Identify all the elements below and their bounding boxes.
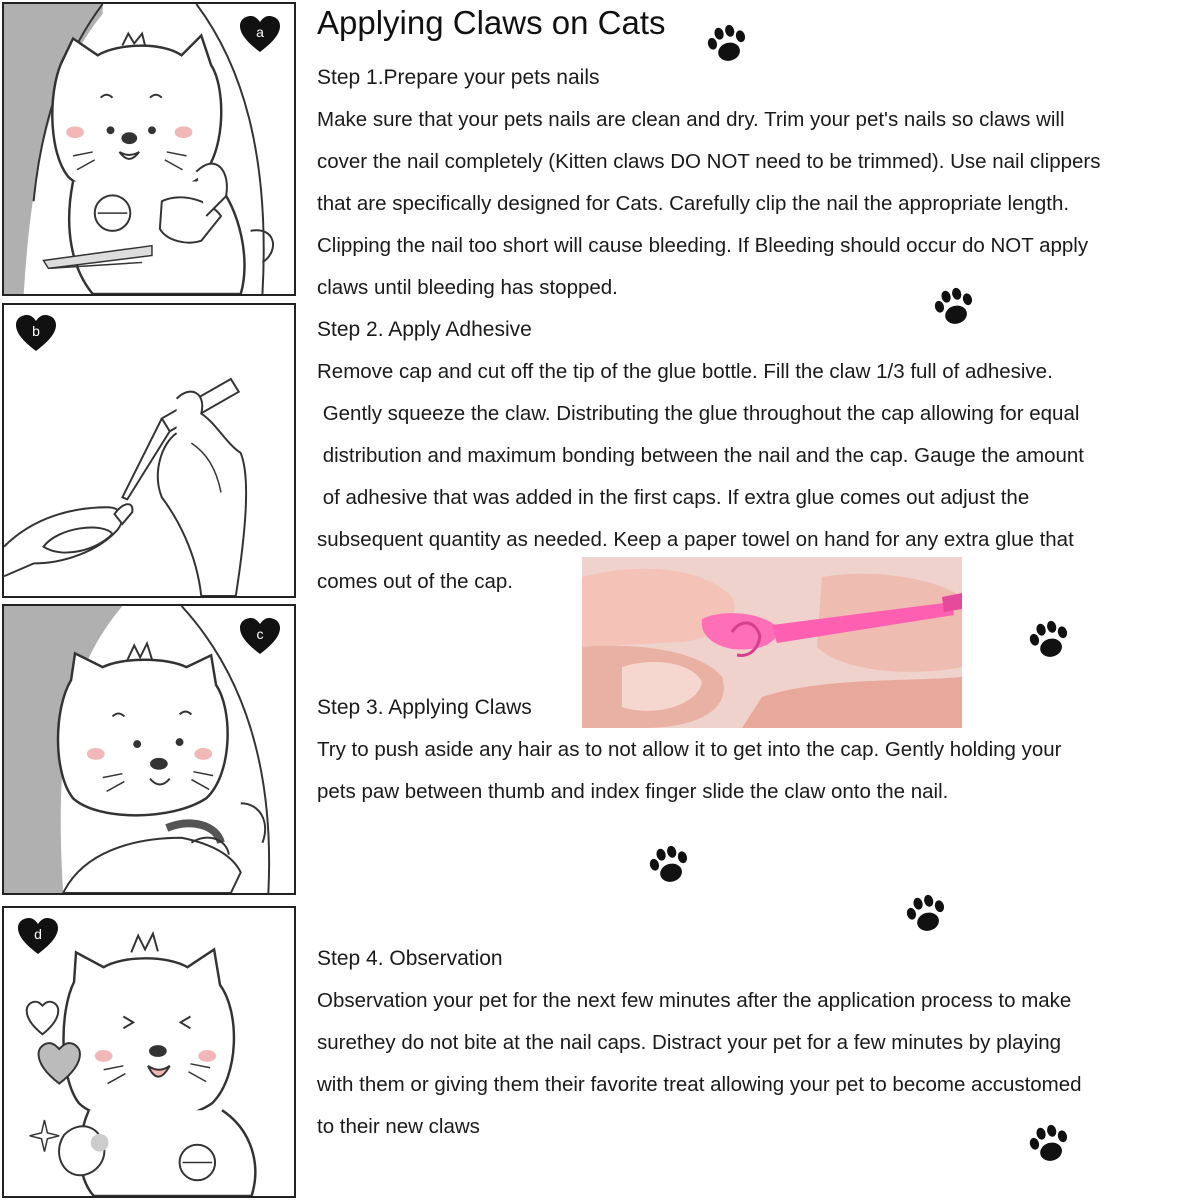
badge-b [16,315,56,353]
step3-line: Try to push aside any hair as to not allow it to get into the cap. Gently holding your [317,738,1062,761]
step4-heading: Step 4. Observation [317,947,503,970]
illustration-panel-d [2,906,296,1198]
illustration-panel-b [2,303,296,598]
paw-print-icon [930,283,978,331]
paw-print-icon [902,890,950,938]
step2-line: comes out of the cap. [317,570,514,593]
step4-line: with them or giving them their favorite treat allowing your pet to become accustomed [317,1073,1082,1096]
step2-line: of adhesive that was added in the first caps. If extra glue comes out adjust the [317,486,1030,509]
step3-line: pets paw between thumb and index finger slide the claw onto the nail. [317,780,949,803]
fingers-holding-pink-claw-image [582,557,962,728]
illustration-panel-c [2,604,296,895]
step1-heading: Step 1.Prepare your pets nails [317,66,600,89]
illustration-panel-a [2,2,296,296]
paw-print-icon [1025,1120,1073,1168]
step2-line: Gently squeeze the claw. Distributing the glue throughout the cap allowing for equal [317,402,1080,425]
step1-line: Clipping the nail too short will cause bleeding. If Bleeding should occur do NOT apply [317,234,1089,257]
step1-line: cover the nail completely (Kitten claws DO NOT need to be trimmed). Use nail clippers [317,150,1101,173]
badge-letter: d [34,926,42,942]
page-title: Applying Claws on Cats [317,4,666,41]
step2-line: subsequent quantity as needed. Keep a paper towel on hand for any extra glue that [317,528,1074,551]
claw-cap-photo [582,557,962,728]
badge-d [18,918,58,956]
badge-c [240,618,280,656]
paw-print-icon [645,841,693,889]
step3-heading: Step 3. Applying Claws [317,696,532,719]
step1-line: Make sure that your pets nails are clean and dry. Trim your pet's nails so claws will [317,108,1065,131]
step1-line: that are specifically designed for Cats. Carefully clip the nail the appropriate length. [317,192,1070,215]
step2-line: Remove cap and cut off the tip of the glue bottle. Fill the claw 1/3 full of adhesive. [317,360,1053,383]
badge-letter: c [256,626,264,642]
step1-line: claws until bleeding has stopped. [317,276,618,299]
step4-line: to their new claws [317,1115,480,1138]
paw-print-icon [703,20,751,68]
step4-line: surethey do not bite at the nail caps. Distract your pet for a few minutes by playing [317,1031,1062,1054]
step4-line: Observation your pet for the next few minutes after the application process to make [317,989,1072,1012]
badge-letter: b [32,323,40,339]
step2-line: distribution and maximum bonding between the nail and the cap. Gauge the amount [317,444,1084,467]
step2-heading: Step 2. Apply Adhesive [317,318,532,341]
paw-print-icon [1025,616,1073,664]
badge-a [240,16,280,54]
badge-letter: a [256,24,264,40]
